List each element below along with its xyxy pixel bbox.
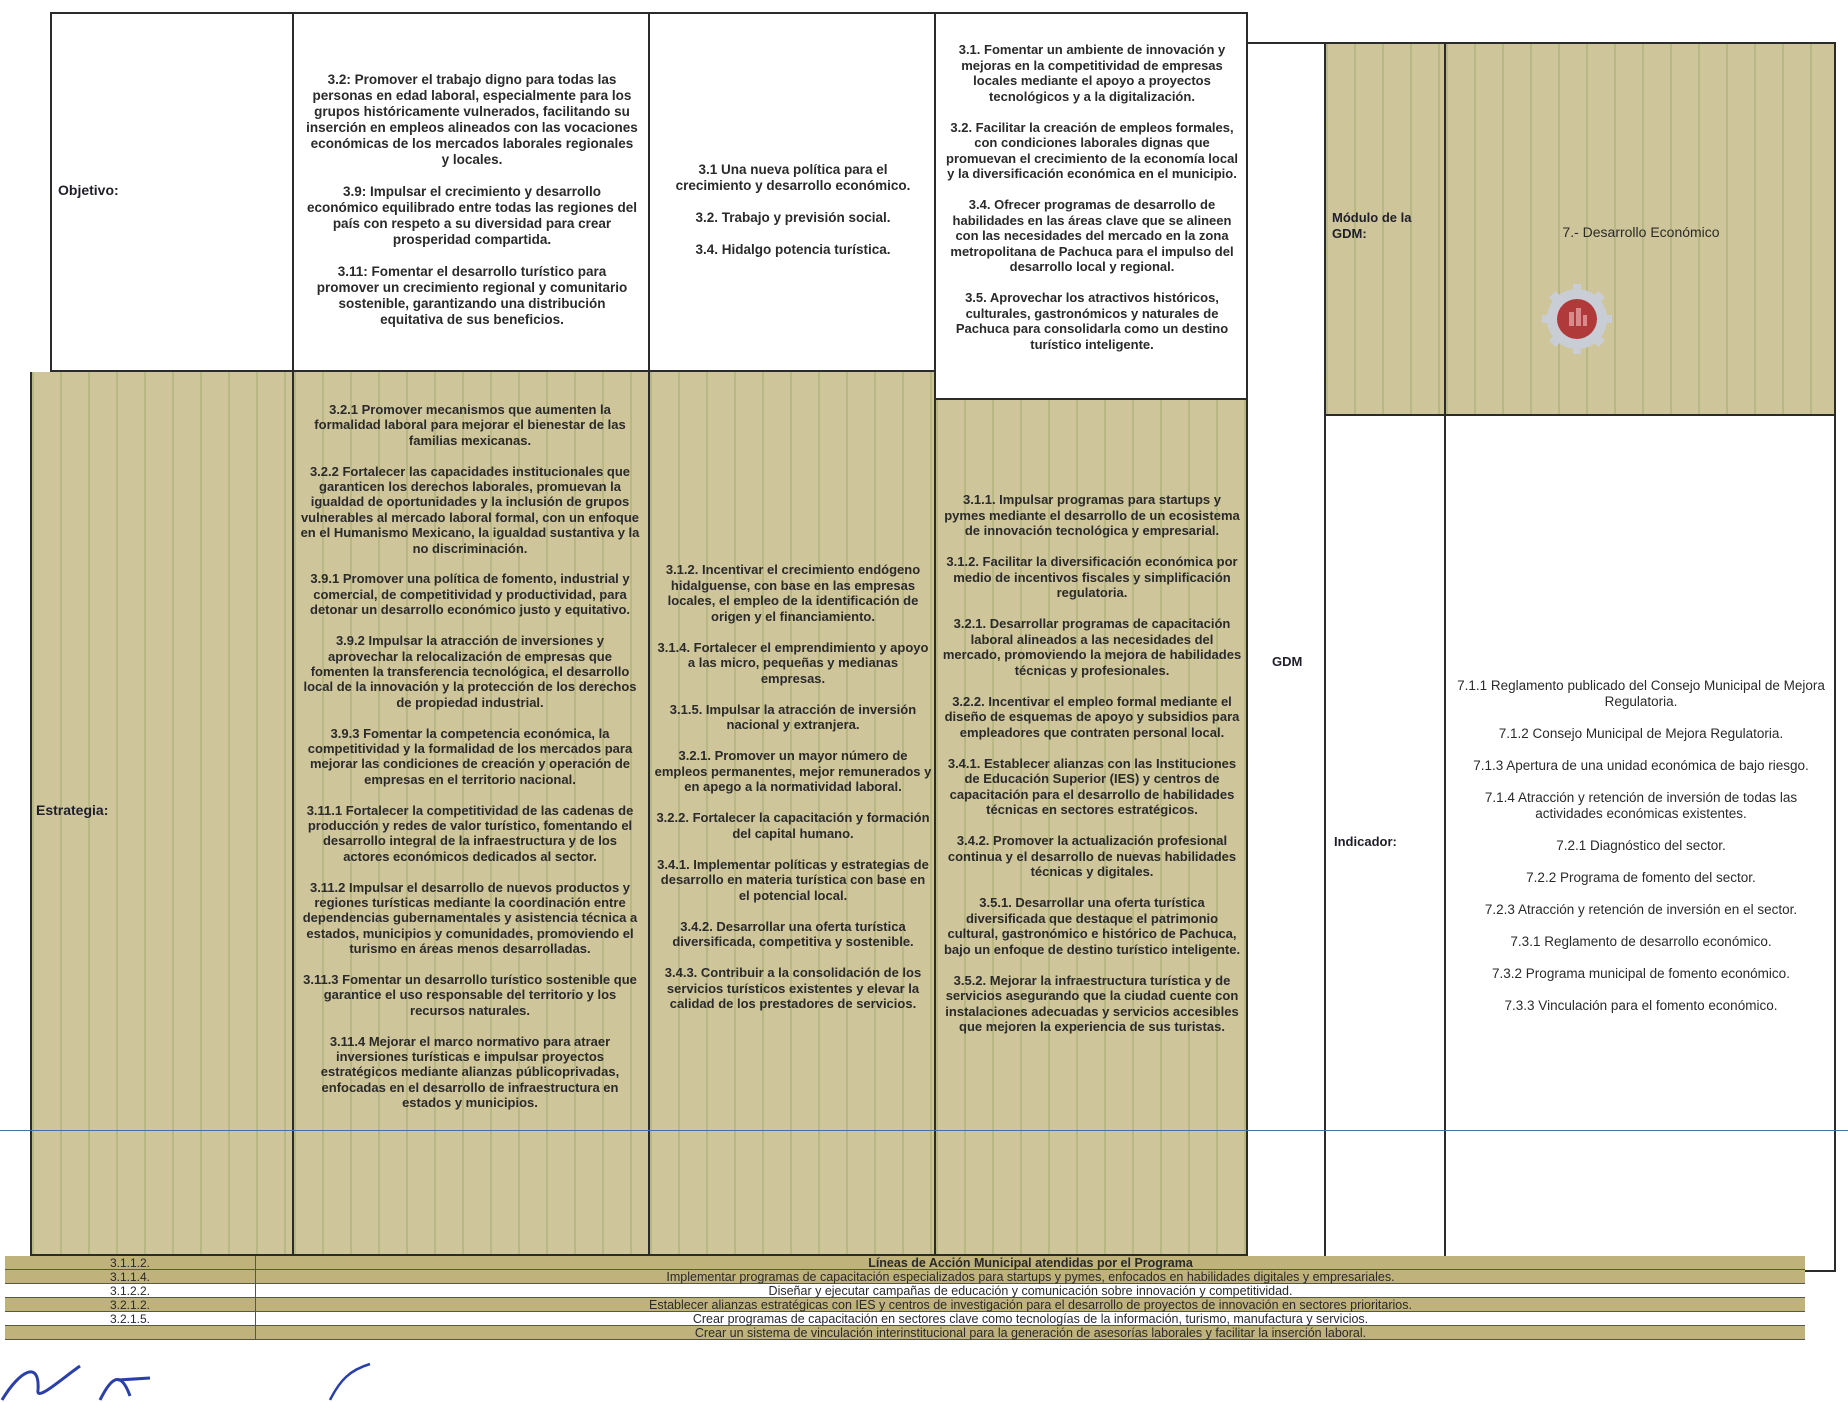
lineas-row-code: 3.2.1.5. [109, 1312, 151, 1326]
indicador-label-cell [1326, 416, 1446, 1272]
modulo-value-cell [1446, 42, 1836, 416]
lineas-row-code: 3.1.1.4. [109, 1270, 151, 1284]
signature-mark [0, 1360, 400, 1402]
lineas-row-text: Establecer alianzas estratégicas con IES y centros de investigación para el desarrollo de proyectos de innovación en sectores prioritarios. [255, 1298, 1805, 1312]
indicador-list-cell [1446, 416, 1836, 1272]
modulo-label-cell [1326, 42, 1446, 416]
estrategia-col2 [650, 372, 936, 1256]
indicador-item: 7.2.1 Diagnóstico del sector. [1556, 838, 1726, 853]
lineas-row-code: 3.2.1.2. [109, 1298, 151, 1312]
indicador-label: Indicador: [1334, 834, 1397, 849]
scan-line [0, 1130, 1848, 1131]
objetivo-text-2: 3.1 Una nueva política para el crecimiento y desarrollo económico. 3.2. Trabajo y previsión social. 3.4. Hidalgo potencia turística. [675, 162, 911, 257]
lineas-row [5, 1284, 1805, 1298]
objetivo-text-1: 3.2: Promover el trabajo digno para todas las personas en edad laboral, especialmente para los grupos históricamente vulnerados, facilitando su inserción en empleos alineados con las vocaciones económicas de los mercados laborales regionales y locales. 3.9: Impulsar el crecimiento y desarrollo económico equilibrado entre todas las regiones del país con respeto a su diversidad para crear prosperidad compartida. 3.11: Fomentar el desarrollo turístico para promover un crecimiento regional y comunitario sostenible, garantizando una distribución equitativa de sus beneficios. [306, 72, 638, 327]
estrategia-label-cell [30, 372, 294, 1256]
gear-building-icon [1542, 284, 1612, 354]
lineas-header: Líneas de Acción Municipal atendidas por el Programa [255, 1256, 1805, 1270]
indicador-item: 7.1.1 Reglamento publicado del Consejo Municipal de Mejora Regulatoria. [1457, 678, 1825, 709]
lineas-row [5, 1312, 1805, 1326]
indicador-item: 7.1.4 Atracción y retención de inversión de todas las actividades económicas existentes. [1484, 790, 1798, 821]
objetivo-label: Objetivo: [58, 182, 119, 198]
indicador-item: 7.2.3 Atracción y retención de inversión en el sector. [1484, 902, 1798, 917]
estrategia-col3 [936, 400, 1248, 1256]
objetivo-col2 [650, 12, 936, 372]
indicador-item: 7.3.2 Programa municipal de fomento económico. [1492, 966, 1790, 981]
lineas-row [5, 1298, 1805, 1312]
lineas-header-row [5, 1256, 1805, 1270]
lineas-row-text: Implementar programas de capacitación especializados para startups y pymes, enfocados en habilidades digitales y empresariales. [255, 1270, 1805, 1284]
estrategia-text-1: 3.2.1 Promover mecanismos que aumenten la formalidad laboral para mejorar el bienestar de las familias mexicanas. 3.2.2 Fortalecer las capacidades institucionales que garanticen los derechos laborales, promuevan la igualdad de oportunidades y la inclusión de grupos vulnerables al mercado laboral formal, con un enfoque en el Humanismo Mexicano, la igualdad sustantiva y la no discriminación. 3.9.1 Promover una política de fomento, industrial y comercial, de competitividad y productividad, para detonar un desarrollo económico justo y equitativo. 3.9.2 Impulsar la atracción de inversiones y aprovechar la relocalización de empresas que fomenten la transferencia tecnológica, el desarrollo local de la innovación y la protección de los derechos de propiedad industrial. 3.9.3 Fomentar la competencia económica, la competitividad y la formalidad de los mercados para mejorar las condiciones de creación y operación de empresas en el territorio nacional. 3.11.1 Fortalecer la competitividad de las cadenas de producción y redes de valor turístico, fomentando el desarrollo integral de la infraestructura y de los actores económicos dedicados al sector. 3.11.2 Impulsar el desarrollo de nuevos productos y regiones turísticas mediante la coordinación entre dependencias gubernamentales y asistencia técnica a estados, municipios y comunidades, promoviendo el turismo en áreas menos desarrolladas. 3.11.3 Fomentar un desarrollo turístico sostenible que garantice el uso responsable del territorio y los recursos naturales. 3.11.4 Mejorar el marco normativo para atraer inversiones turísticas e impulsar proyectos estratégicos mediante alianzas públicoprivadas, enfocadas en el desarrollo de infraestructura en estados y municipios. [300, 402, 640, 1111]
estrategia-label: Estrategia: [36, 802, 109, 818]
estrategia-text-2: 3.1.2. Incentivar el crecimiento endógeno hidalguense, con base en las empresas locales, el empleo de la identificación de origen y el financiamiento. 3.1.4. Fortalecer el emprendimiento y apoyo a las micro, pequeñas y medianas empresas. 3.1.5. Impulsar la atracción de inversión nacional y extranjera. 3.2.1. Promover un mayor número de empleos permanentes, mejor remunerados y en apego a la normatividad laboral. 3.2.2. Fortalecer la capacitación y formación del capital humano. 3.4.1. Implementar políticas y estrategias de desarrollo en materia turística con base en el potencial local. 3.4.2. Desarrollar una oferta turística diversificada, competitiva y sostenible. 3.4.3. Contribuir a la consolidación de los servicios turísticos existentes y elevar la calidad de los prestadores de servicios. [654, 562, 932, 1011]
objetivo-label-cell [50, 12, 294, 372]
indicador-item: 7.3.3 Vinculación para el fomento económico. [1504, 998, 1778, 1013]
gdm-column [1248, 42, 1326, 1272]
objetivo-col1 [294, 12, 650, 372]
indicador-item: 7.2.2 Programa de fomento del sector. [1526, 870, 1756, 885]
estrategia-col1 [294, 372, 650, 1256]
indicador-list [1452, 678, 1830, 1030]
estrategia-text-3: 3.1.1. Impulsar programas para startups y pymes mediante el desarrollo de un ecosistema de innovación tecnológica y empresarial. 3.1.2. Facilitar la diversificación económica por medio de incentivos fiscales y simplificación regulatoria. 3.2.1. Desarrollar programas de capacitación laboral alineados a las necesidades del mercado, promoviendo la mejora de habilidades técnicas y profesionales. 3.2.2. Incentivar el empleo formal mediante el diseño de esquemas de apoyo y subsidios para empleadores que contraten personal local. 3.4.1. Establecer alianzas con las Instituciones de Educación Superior (IES) y centros de capacitación para el desarrollo de habilidades técnicas en sectores estratégicos. 3.4.2. Promover la actualización profesional continua y el desarrollo de nuevas habilidades técnicas y digitales. 3.5.1. Desarrollar una oferta turística diversificada que destaque el patrimonio cultural, gastronómico e histórico de Pachuca, bajo un enfoque de destino turístico inteligente. 3.5.2. Mejorar la infraestructura turística y de servicios asegurando que la ciudad cuente con instalaciones adecuadas y servicios accesibles que mejoren la experiencia de sus turistas. [942, 492, 1242, 1034]
lineas-row-text: Crear programas de capacitación en sectores clave como tecnologías de la información, turismo, manufactura y servicios. [255, 1312, 1805, 1326]
modulo-value: 7.- Desarrollo Económico [1562, 224, 1720, 240]
lineas-row-code: 3.1.2.2. [109, 1284, 151, 1298]
lineas-row-text: Crear un sistema de vinculación interinstitucional para la generación de asesorías laborales y facilitar la inserción laboral. [255, 1326, 1805, 1340]
indicador-item: 7.1.3 Apertura de una unidad económica de bajo riesgo. [1473, 758, 1809, 773]
objetivo-text-3: 3.1. Fomentar un ambiente de innovación y mejoras en la competitividad de empresas locales mediante el apoyo a proyectos tecnológicos y a la digitalización. 3.2. Facilitar la creación de empleos formales, con condiciones laborales dignas que promuevan el crecimiento de la economía local y la diversificación económica en el municipio. 3.4. Ofrecer programas de desarrollo de habilidades en las áreas clave que se alineen con las necesidades del mercado en la zona metropolitana de Pachuca para el impulso del desarrollo local y regional. 3.5. Aprovechar los atractivos históricos, culturales, gastronómicos y naturales de Pachuca para consolidarla como un destino turístico inteligente. [946, 42, 1238, 352]
indicador-item: 7.1.2 Consejo Municipal de Mejora Regulatoria. [1498, 726, 1784, 741]
objetivo-col3 [936, 12, 1248, 400]
lineas-row-code: 3.1.1.2. [109, 1256, 151, 1270]
gdm-label: GDM [1272, 654, 1303, 669]
lineas-row [5, 1270, 1805, 1284]
indicador-item: 7.3.1 Reglamento de desarrollo económico. [1510, 934, 1772, 949]
lineas-row-text: Diseñar y ejecutar campañas de educación y comunicación sobre innovación y competitividad. [255, 1284, 1805, 1298]
lineas-row [5, 1326, 1805, 1340]
modulo-label: Módulo de la GDM: [1332, 210, 1412, 241]
